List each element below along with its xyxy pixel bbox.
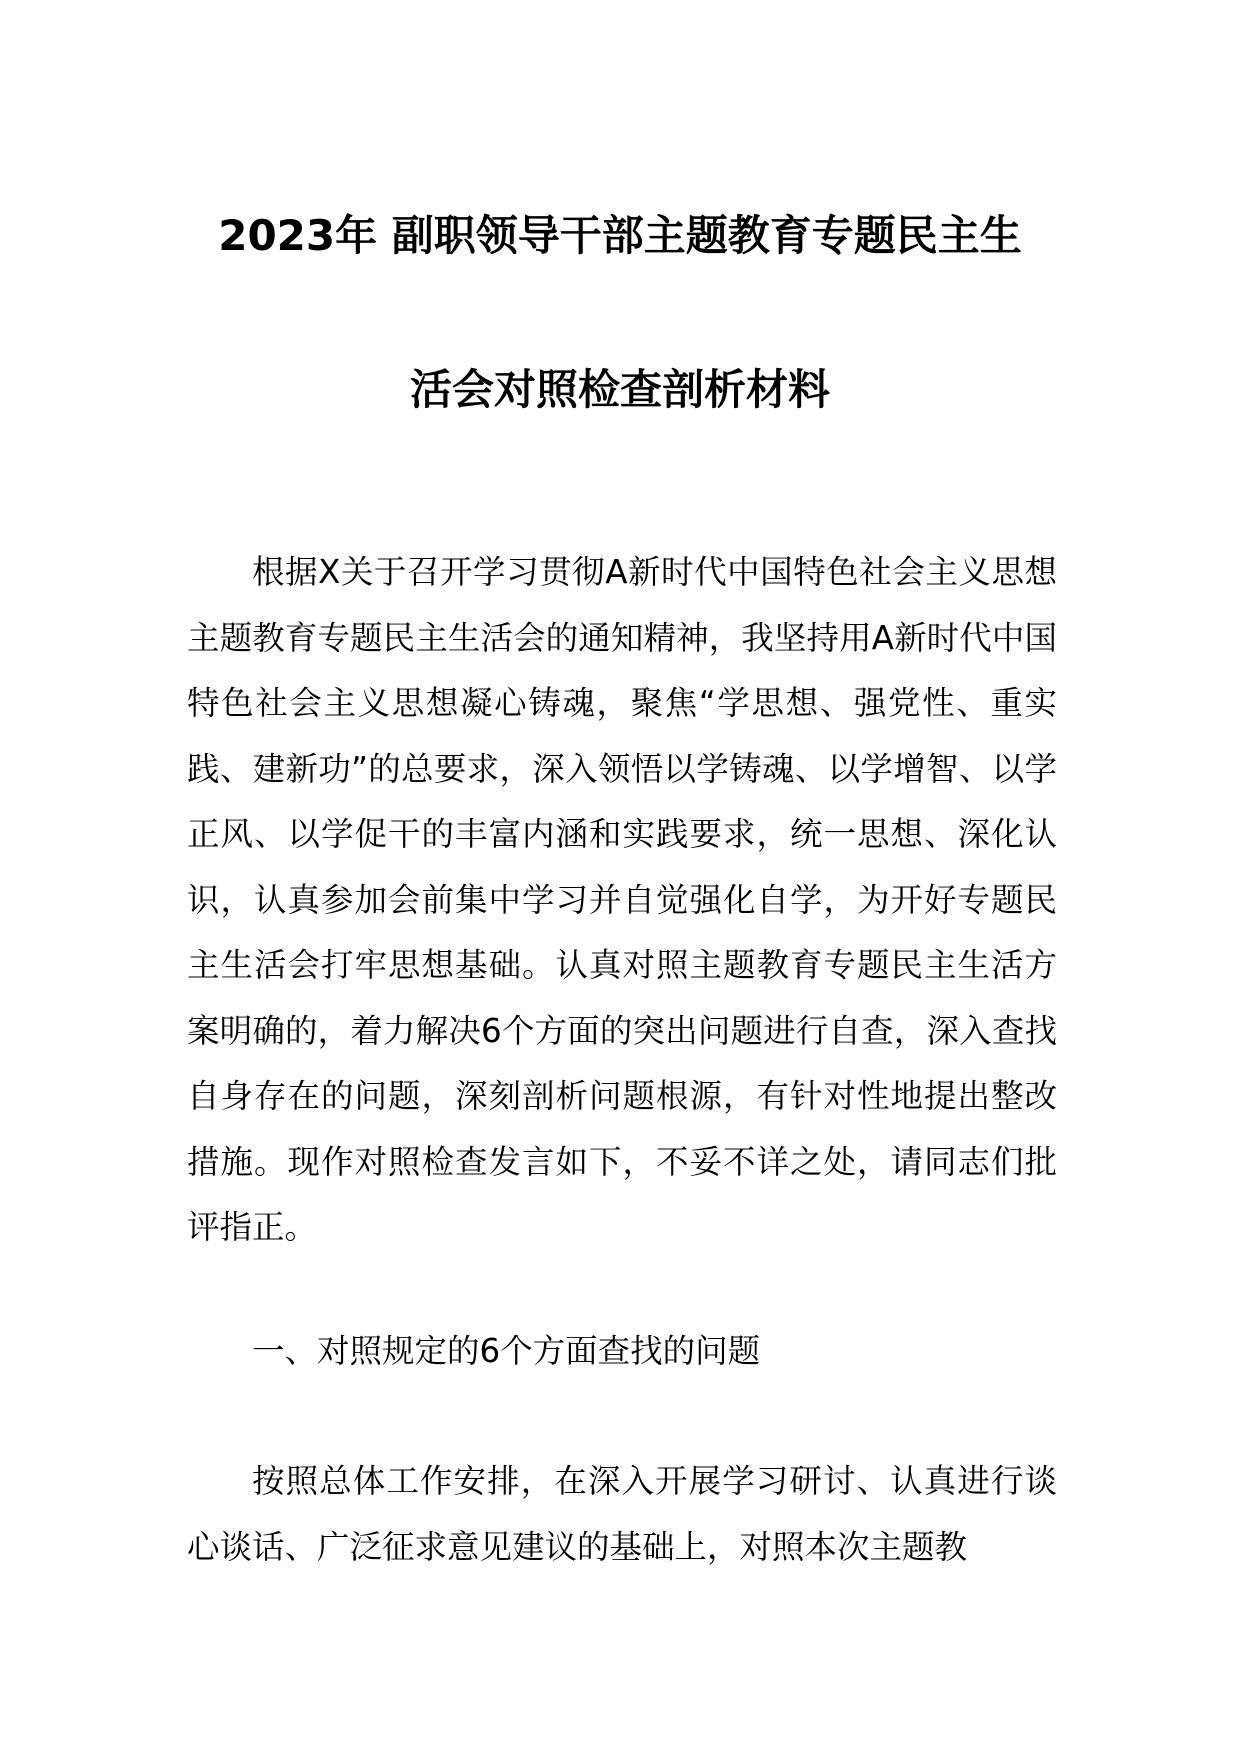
- section-heading: 一、对照规定的6个方面查找的问题: [252, 1332, 761, 1370]
- intro-paragraph: 根据X关于召开学习贯彻A新时代中国特色社会主义思想主题教育专题民主生活会的通知精神，我坚持用A新时代中国特色社会主义思想凝心铸魂，聚焦“学思想、强党性、重实践、建新功”的总要求，深入领悟以学铸魂、以学增智、以学正风、以学促干的丰富内涵和实践要求，统一思想、深化认识，认真参加会前集中学习并自觉强化自学，为开好专题民主生活会打牢思想基础。认真对照主题教育专题民主生活方案明确的，着力解决6个方面的突出问题进行自查，深入查找自身存在的问题，深刻剖析问题根源，有针对性地提出整改措施。现作对照检查发言如下，不妥不详之处，请同志们批评指正。: [187, 553, 1057, 1246]
- section-paragraph: 按照总体工作安排，在深入开展学习研讨、认真进行谈心谈话、广泛征求意见建议的基础上，对照本次主题教: [187, 1462, 1057, 1566]
- document-title-line-2: 活会对照检查剖析材料: [409, 365, 830, 414]
- document-title-line-1: 2023年 副职领导干部主题教育专题民主生: [218, 211, 1022, 260]
